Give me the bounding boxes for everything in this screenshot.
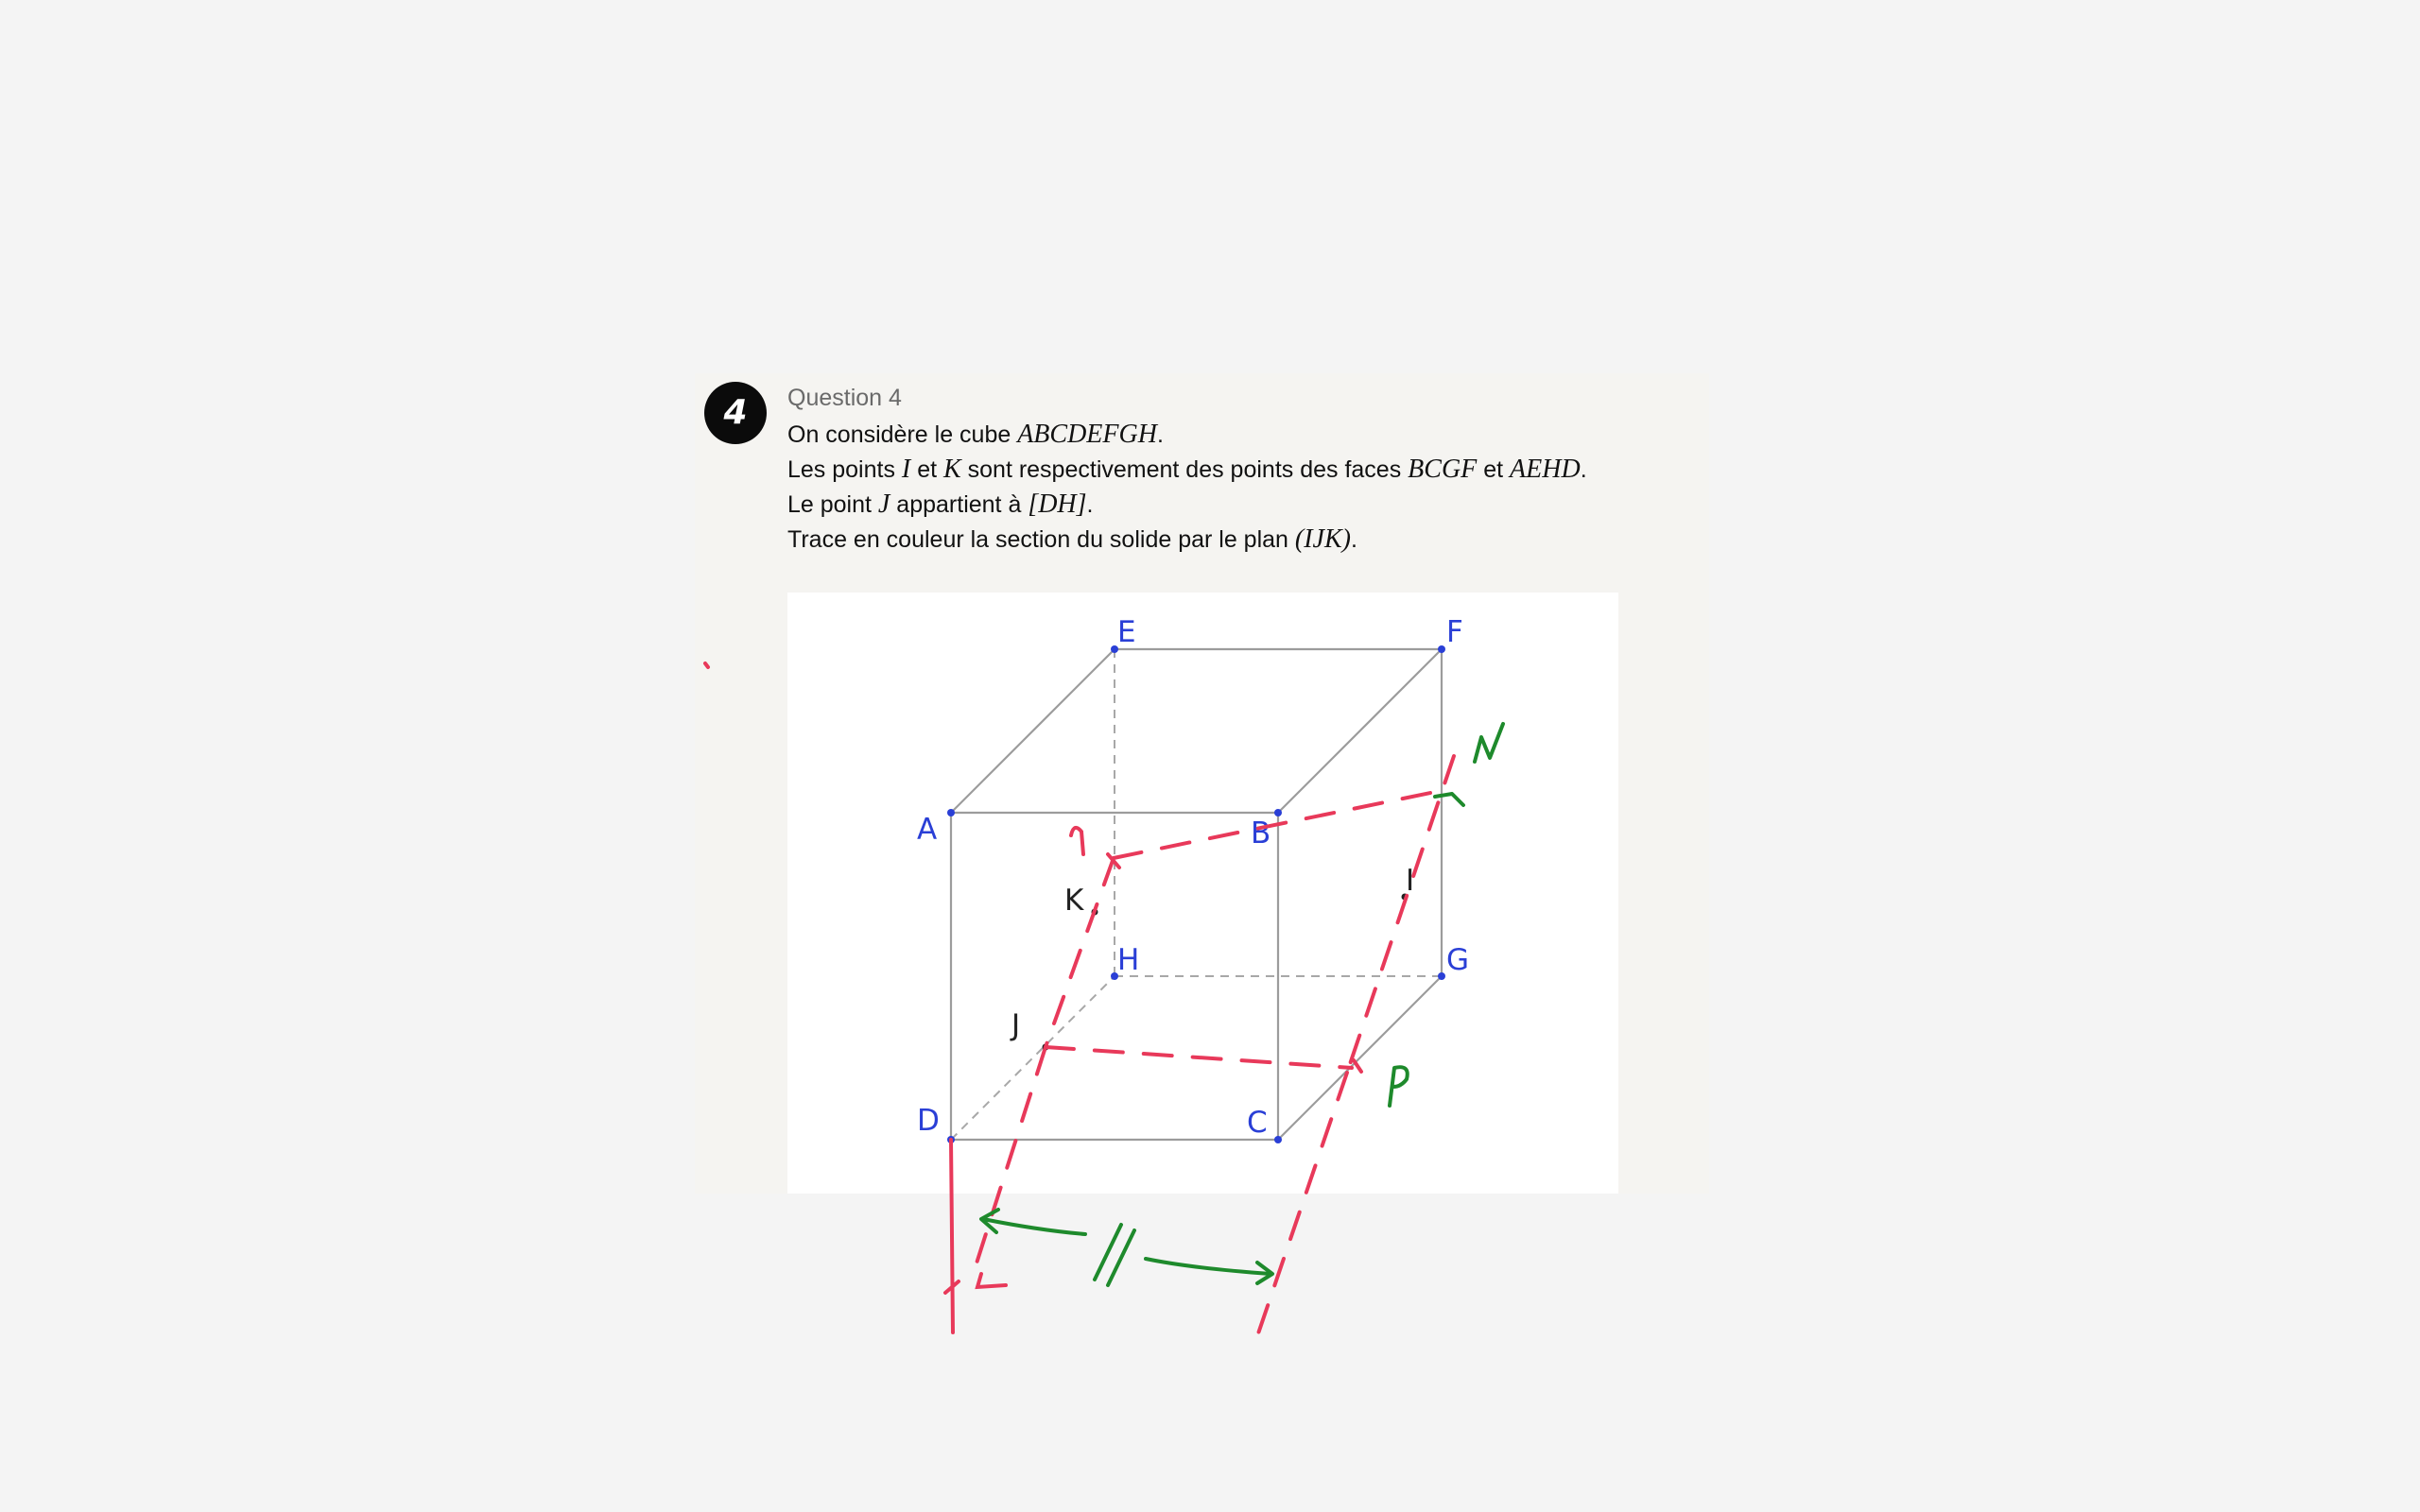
line-3-text: Le point bbox=[787, 491, 878, 518]
point-j-label: J bbox=[1011, 1008, 1021, 1042]
line-1-end: . bbox=[1156, 421, 1164, 448]
red-section-strokes bbox=[705, 663, 1454, 1342]
line-1-text: On considère le cube bbox=[787, 421, 1018, 448]
line-4-text: Trace en couleur la section du solide par le plan bbox=[787, 526, 1295, 553]
parallel-mark-2 bbox=[1108, 1230, 1134, 1285]
line-2-end: . bbox=[1580, 456, 1587, 483]
arrow-right-shaft bbox=[1146, 1259, 1270, 1274]
line-2-and-2: et bbox=[1477, 456, 1511, 483]
line-2-text: Les points bbox=[787, 456, 902, 483]
edge-cg bbox=[1278, 976, 1442, 1140]
line-3-end: . bbox=[1086, 491, 1094, 518]
vertex-b-label: B bbox=[1251, 816, 1271, 850]
cube-name: ABCDEFGH bbox=[1017, 420, 1157, 449]
construction-line-d-down bbox=[951, 1140, 953, 1332]
cube-edges bbox=[951, 649, 1442, 1140]
line-2-middle: sont respectivement des points des faces bbox=[960, 456, 1409, 483]
stray-mark bbox=[705, 663, 708, 667]
vertex-g-dot bbox=[1438, 972, 1445, 980]
line-3-middle: appartient à bbox=[890, 491, 1028, 518]
face-aehd: AEHD bbox=[1510, 455, 1581, 484]
vertex-d-label: D bbox=[917, 1104, 940, 1138]
question-title: Question 4 bbox=[787, 385, 902, 411]
corner-mark bbox=[977, 1274, 1006, 1287]
point-p-label bbox=[1390, 1067, 1408, 1106]
vertex-a-dot bbox=[947, 809, 955, 816]
vertex-e-label: E bbox=[1117, 615, 1136, 649]
plane-ijk: (IJK) bbox=[1294, 524, 1351, 554]
vertex-b-dot bbox=[1274, 809, 1282, 816]
parallel-mark-1 bbox=[1095, 1225, 1121, 1280]
section-line-np bbox=[1347, 756, 1454, 1073]
point-k-symbol: K bbox=[943, 455, 961, 484]
edge-ae bbox=[951, 649, 1115, 813]
question-number-badge: 4 bbox=[704, 382, 767, 444]
vertex-a-label: A bbox=[917, 813, 938, 847]
point-i-label: I bbox=[1406, 864, 1415, 898]
point-j-symbol: J bbox=[877, 490, 890, 519]
vertex-f-label: F bbox=[1446, 615, 1463, 649]
vertex-f-dot bbox=[1438, 645, 1445, 653]
construction-line-j-extension bbox=[976, 1047, 1046, 1266]
section-line-jp bbox=[1046, 1047, 1352, 1068]
line-2-and: et bbox=[910, 456, 943, 483]
point-k-label: K bbox=[1064, 884, 1084, 918]
edge-dh bbox=[951, 976, 1115, 1140]
segment-dh: [DH] bbox=[1028, 490, 1087, 519]
point-i-symbol: I bbox=[901, 455, 911, 484]
construction-line-c-extension bbox=[1255, 1073, 1347, 1342]
edge-bf bbox=[1278, 649, 1442, 813]
arrow-left-shaft bbox=[983, 1219, 1085, 1234]
vertex-h-label: H bbox=[1117, 943, 1140, 977]
point-m-label bbox=[1071, 828, 1083, 854]
vertex-c-dot bbox=[1274, 1136, 1282, 1143]
line-4-end: . bbox=[1350, 526, 1357, 553]
vertex-c-label: C bbox=[1247, 1106, 1268, 1140]
point-n-label bbox=[1475, 724, 1503, 762]
face-bcgf: BCGF bbox=[1408, 455, 1478, 484]
vertex-g-label: G bbox=[1446, 943, 1470, 977]
tick-mark-p bbox=[1354, 1060, 1361, 1072]
